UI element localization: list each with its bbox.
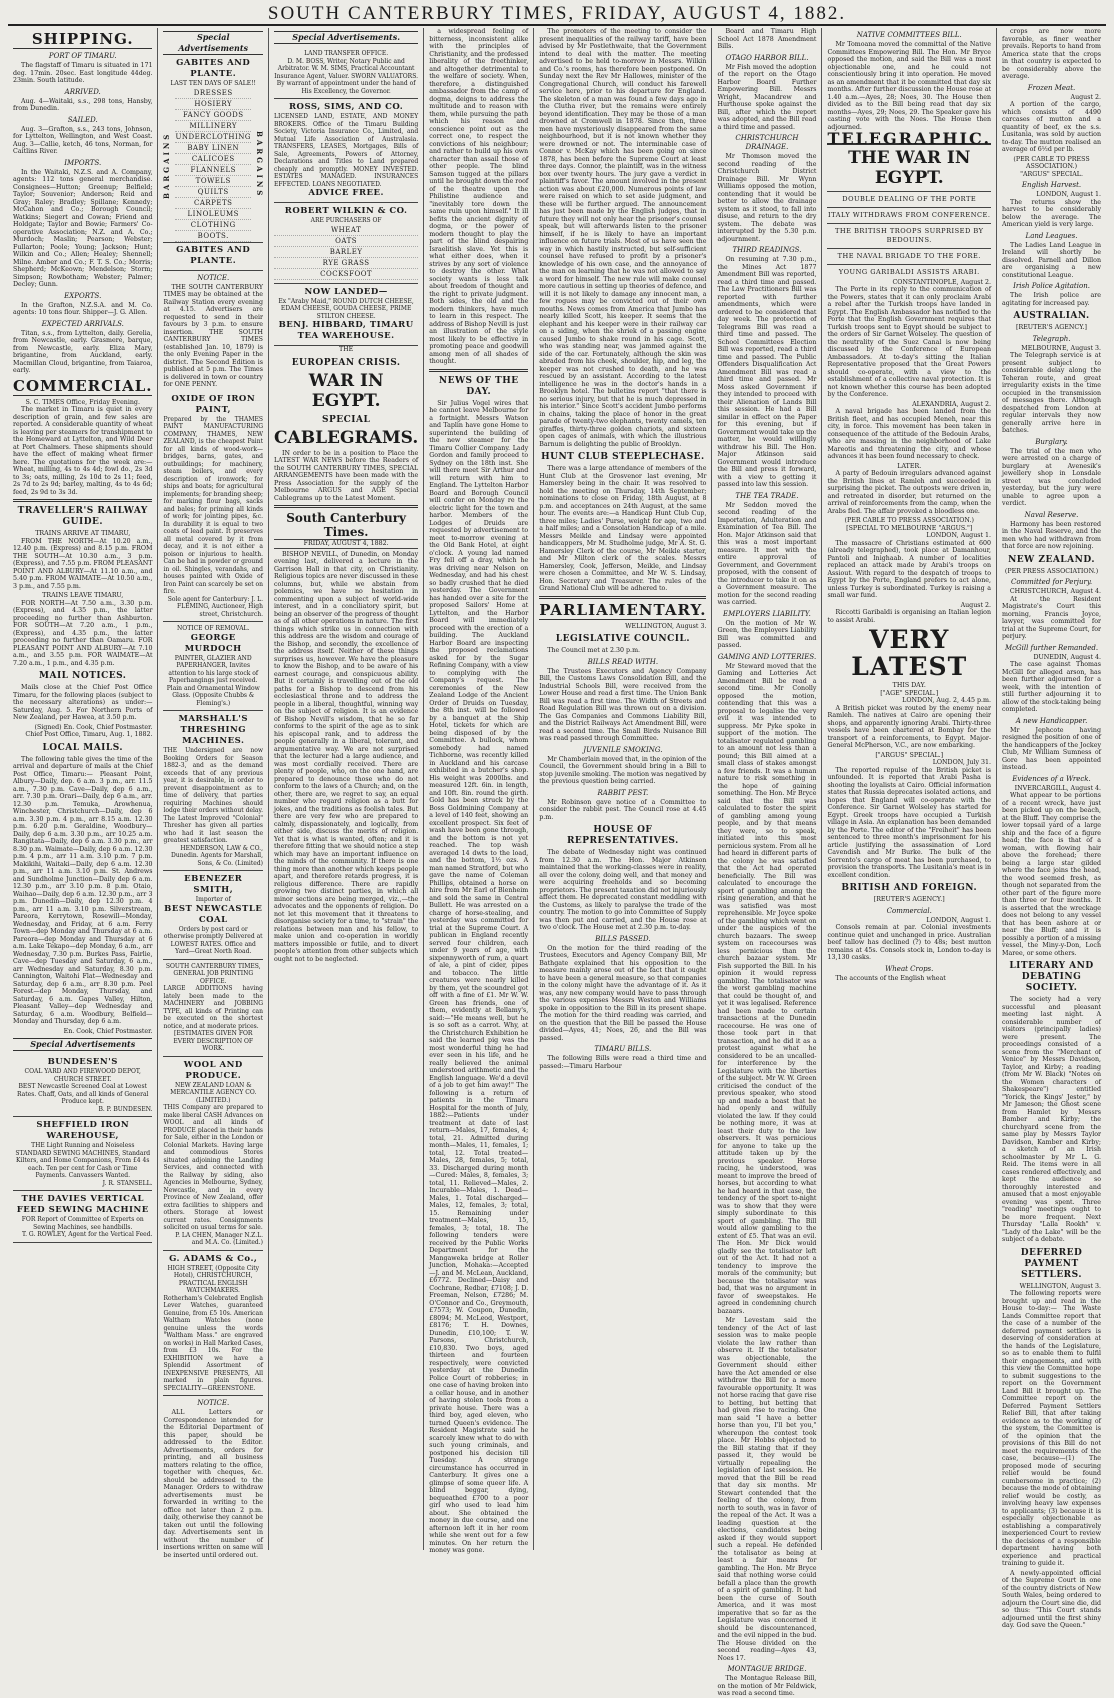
const-date: CONSTANTINOPLE, August 2.	[892, 278, 992, 286]
expected-text: Titan, s.s., from Lyttelton, daily. Gerelia, from Newcastle, early. Grasmere, barque, from Newcastle, early. Eliza Mary, brigantine, from Auckland, early. Macmillan Cloud, brigantine, from Taiaroa, early.	[13, 329, 153, 374]
lit-title: LITERARY AND DEBATING SOCIETY.	[1009, 961, 1094, 993]
arrived-text: Aug. 4—Waitaki, s.s., 298 tons, Hansby, from Dunedin.	[13, 97, 153, 112]
murdoch-head: GEORGE MURDOCH	[184, 632, 242, 654]
parl-date: WELLINGTON, August 3.	[625, 622, 707, 630]
bridge-head: MONTAGUE BRIDGE.	[727, 1665, 807, 1673]
league-head: Land Leagues.	[1025, 231, 1078, 240]
sheffield-text: THE Light Running and Noiseless STANDARD SEWING MACHINES, Standard Kilters, and Home Companions, From £4 4s each. Ten per cent for Cash or Time Payments. Canvassers Wanted.	[15, 1142, 151, 1179]
ross-text: LICENSED LAND, ESTATE, AND MONEY BROKERS. Office of the Timaru Building Society, Victoria Insurance Co., Limited, and Mutual Life Association of Australasia. TRANSFERS, LEASES, Mortgages, Bills of Sale, Agreements, Powers of Attorney, Declarations and Titles to Land prepared cheaply and promptly. MONEY INVESTED. ESTATES MANAGED. INSURANCES EFFECTED. LOANS NEGOTIATED.	[274, 113, 419, 188]
commercial-title: COMMERCIAL.	[13, 376, 153, 395]
adams-ad	[163, 1251, 263, 1397]
commercial-text: The market in Timaru is quiet in every description of grain, and few sales are reported. A considerable quantity of wheat is leaving per steamers for transhipment to the Homeward at Lyttelton, and Wild Deer at Port Chalmers. These shipments should have the effect of making wheat firmer here. The quotations for the week are:—Wheat, milling, 4s to 4s 4d; fowl do., 2s 3d to 3s; oats, milling, 2s 10d to 2s 11; feed, 2s 7d to 2s 9d; barley, malting, 4s to 4s 6d; feed, 2s 9d to 3s 3d.	[13, 406, 153, 496]
land-ad	[274, 47, 418, 99]
divider	[274, 505, 418, 508]
column-6	[712, 28, 822, 1697]
otago-text: Mr Fish moved the adoption of the report on the Otago Harbor Board Further Empowering Bill. Messrs Wright, Macandrew and Hurthouse spoke against the Bill, after which the report was adopted, and the Bill read a third time and passed.	[717, 63, 817, 131]
gabites-item: FLANNELS	[175, 165, 251, 176]
commercial-sub: S. C. TIMES Office, Friday Evening.	[25, 398, 140, 406]
wilkin-item: OATS	[274, 236, 418, 247]
handicap-head: A new Handicapper.	[1015, 716, 1088, 725]
davies-ad	[13, 1191, 152, 1243]
marshall-text: THE Undersigned are now Booking Orders for Season 1882-3, and as the demand exceeds that of any previous year, it is desirable, in order to prevent disappointment as to time of delivery, that parties requiring Machines should lodge their orders without delay. The Latest Improved "Colonial" Thresher has given all parties who had it last season the greatest satisfaction.	[163, 747, 263, 844]
news-text: Sir Julius Vogel wires that he cannot leave Melbourne for a fortnight. Messrs Watson and Taplin have gone Home to superintend the building of the new steamer for the Timaru Collier Company. Lady Gordon and family proceed to Sydney on the 18th inst. She will there meet Sir Arthur and will return with him to England. The Lyttelton Harbor Board and Borough Council will confer on Monday re the electric light for the town and harbor. Members of the Lodges of Druids are requested by advertisement to meet to-morrow evening at the Old Bank Hotel, at eight o'clock. A young lad named Fry fell off a dray, which he was driving near Nelson on Wednesday, and had his chest so badly crushed that he died yesterday. The Government has handed over a site for the proposed Sailors' Home at Lyttelton, and the Harbor Board will immediately proceed with the erection of a building. The Auckland Harbor Board are inspecting the proposed reclamations asked for by the Sugar Refining Company, with a view to complying with the Company's request. The ceremonies of the New Zealand Lodge of the Ancient Order of Druids on Tuesday, the 8th inst. will be followed by a banquet at the Ship Hotel, tickets for which are being disposed of by the Committee. A bullock, whom somebody had named Tichborne, was recently killed in Auckland and his carcase exhibited in a butcher's shop. His weight was 2000lbs. and measured 12ft. 6in. in length, and 10ft. 8in. round the girth. Gold has been struck by the Boss Goldmining Company at a level of 140 feet, showing an excellent prospect. Six feet of wash have been gone through, and the bottom is not yet reached. The top wash averaged 14 dwts to the load, and the bottom, 1½ ozs. A man named Stratford, but who gave the name of Coleman Phillips, obtained a horse on hire from Mr Earl of Blenheim and sold the same in Central Bullett. He was arrested on a charge of horse-stealing, and yesterday was committed for trial at the Supreme Court. A publican in England recently served four children, each under 9 years of age, with sixpennyworth of rum, a quart of ale, a pint of cider, pipes and tobacco. The little creatures were nearly killed by them, yet the scoundrel got off with a fine of £1. Mr W. W. Green has friends, one of them, evidently at Bellamy's, said:—"He means well, but he is so soft as a carrot. Why, at the Christchurch Exhibition he said the learned pig was the most wonderful thing he had ever seen in his life, and he really believed the animal understood arithmetic and the English language. We'd a devil of a job to get him away!" The following is a return of patients in the Timaru Hospital for the month of July, 1882:—Patients under treatment at date of last return—Males, 17, females, 4; total, 21. Admitted during month—Males, 11, females, 1; total, 12. Total treated—Males, 28, females, 5; total, 33. Discharged during month—Cured: Males, 8, females, 3; total, 11. Relieved—Males, 2. Incurable—Males, 1. Dead—Males, 1. Total discharged—Males, 12, females, 3; total, 15. Remaining under treatment—Males, 15, females, 3; total, 18. The following tenders were received by the Public Works Department for the Mangaweka bridge at Roller Junction, Mohaka:—Accepted—J. and M. McLean, Auckland, £6772. Declined—Daisy and Cochrane, Redbar, £7108; J. D. Freeman, Nelson, £7286; M. O'Connor and Co., Greymouth, £7573; W. Coupon, Dunedin, £8094; M. McLeod, Westport, £8176; T. H. Downes, Dunedin, £10,100; T. W. Parsons, Christchurch, £10,830. Two boys, aged thirteen and fourteen respectively, were convicted yesterday at the Dunedin Police Court of robberies; in one case of having broken into a cellar house, and in another of having stolen tools from a private house. There was a third boy, aged eleven, who turned Queen's evidence. The Resident Magistrate said he scarcely knew what to do with such young criminals, and postponed his decision till Tuesday. A strange circumstance has occurred in Canterbury. It gives one a glimpse of some queer life. A blind beggar, dying, bequeathed £700 to a poor girl who used to lead him about. She obtained the money in due course, and one afternoon left it in her room while she went out for a few minutes. On her return the money was gone.	[429, 399, 529, 1554]
local-title: LOCAL MAILS.	[42, 742, 124, 753]
cablegrams-title: CABLEGRAMS.	[274, 427, 419, 448]
burglary-text: The trial of the men who were arrested on a charge of burglary at Avenesik's jewellery shop in Lonsdale street was concluded yesterday, but the jury were unable to agree upon a verdict.	[1002, 447, 1102, 507]
mcgill-text: The case against Thomas McGill for alleged arson, has been further adjourned for a week, with the intention of still further adjourning it to allow of the stock-taking being completed.	[1002, 661, 1102, 713]
sailed-text: Aug. 3—Grafton, s.s., 243 tons, Johnson, for Lyttelton, Wellington, and West Coast. Aug. 3—Callie, ketch, 46 tons, Norman, for Caitlins River.	[13, 125, 153, 155]
gaming-text: Mr Steward moved that the Gaming and Lotteries Act Amendment Bill be read a second time. Mr Conolly opposed the motion, contending that this was a proposal to legalise the very evil it was intended to suppress. Mr Pyke spoke in support of the motion. The totalisator regulated gambling to an amount not less than a pound; this Bill aimed at a small class of stakes amongst a few friends. It was a human nature to risk something in the hope of gaining something. The Hon. Mr Bryce said that the Bill was calculated to foster the spirit of gambling among young people, and by that means they were, so to speak, initiated into this most pernicious system. From all he had heard in different parts of the colony he was satisfied that the Act had operated beneficially. The Bill was calculated to encourage the sport of gambling among the rising generation, and that he was satisfied was most reprehensible. Mr Joyce spoke of the gambling which went on under the auspices of the church bazaars. The sweep system on racecourses was less pernicious than the church bazaar system. Mr Fish supported the Bill. In his opinion it would repress gambling. The totalisator was the worst gambling machine that could be thought of, and yet it was legalised. Reference had been made to certain transactions at the Dunedin racecourse. He was one of those took part in that transaction, and he did it as a protest against what he considered to be an uncalled-for interference by the Legislature with the liberties of the subject. Mr W. W. Green criticised the conduct of the previous speaker, who stood up and made a boast that he had openly and wilfully violated the law. If they could be nothing more, it was at least their duty to the law observers. It was pernicious for anyone to take up the attitude taken up by the previous speaker. Horse racing, he understood, was meant to improve the breed of horses, but according to what he had heard in that case, the tendency of the sport to-night was to show that they were simply subordinate to this sport of gambling. The Bill would allow gambling to the extent of £5. That was an evil. The Hon. Mr Dick would gladly see the totalisator left out of the Act. It had not a tendency to improve the morals of the community; but because the totalisator was bad, that was no argument in favor of sweepstakes. He agreed in condemning church bazaars.	[717, 662, 817, 1315]
otago-head: OTAGO HARBOR BILL.	[725, 53, 809, 62]
divider	[827, 223, 991, 224]
employers-head: EMPLOYERS LIABILITY.	[723, 609, 811, 618]
aug2-date: August 2.	[960, 601, 992, 609]
gabites-head: GABITES AND PLANTE.	[176, 58, 251, 79]
column-4	[424, 28, 534, 1554]
gabites-item: FANCY GOODS	[175, 110, 251, 121]
london2-date: LONDON, Aug. 2, 4.45 p.m.	[902, 697, 992, 704]
parl-title: PARLIAMENTARY.	[539, 600, 707, 619]
railway-sub: TRAINS ARRIVE AT TIMARU,	[35, 530, 131, 537]
job-small: [ESTIMATES GIVEN FOR EVERY DESCRIPTION OF WORK.	[173, 1030, 254, 1052]
cable-text: IN order to be in a position to Place the LATEST WAR NEWS before the Readers of the SOUTH CANTERBURY TIMES, SPECIAL ARRANGEMENTS have been made with the Press Association for the supply of the Melbourne ARGUS and AGE Special Cablegrams up to the Latest Moment.	[274, 449, 419, 502]
paper-date: FRIDAY, AUGUST 4, 1882.	[274, 539, 418, 549]
bargains-right: BARGAINS	[255, 130, 264, 199]
land-text: D. M. BOSS, Writer, Notary Public and Arbitrator. W. M. SIMS, Practical Accountant Insurance Agent, Valuer. SWORN VALUATORS. By warrant of appointment under the hand of His Excellency, the Governor.	[274, 57, 418, 95]
shipping-title: SHIPPING.	[13, 31, 152, 49]
bargains-left: BARGAINS	[162, 130, 172, 199]
the-label: THE	[338, 346, 354, 353]
london2-text: A British picket was routed by the enemy near Ramleh. The natives at Cairo are opening their shops, and apparently ignoring Arabi. Thirty-three vessels have been chartered at Bombay for the transport of a reinforcements, to Egypt. Major-General McPherson, V.C., are now embarking.	[827, 704, 992, 749]
wreck-head: Evidences of a Wreck.	[1012, 774, 1091, 783]
wilkin-ad	[274, 203, 418, 284]
mcgill-head: McGill further Remanded.	[1004, 643, 1099, 652]
argus-special: ["ARGUS" SPECIAL.]	[875, 751, 944, 759]
london-date: LONDON, August 1.	[926, 532, 992, 539]
nz-sub: (PER PRESS ASSOCIATION.)	[1004, 567, 1099, 575]
local-text: The following table gives the time of the arrival and departure of mails at the Chief Post Office, Timaru:— Pleasant Point, Albury—Daily, dep. 6 a.m. 3 p.m., arr. 11.5 a.m., 7.30 p.m. Cave—Daily, dep 6 a.m., arr. 7.30 p.m. Orari—Daily, dep 6 a.m., arr. 12.30 p.m. Temuka, Arowhenua, Winchester, Christchurch—Daily, dep 6 a.m. 3.30 p.m. 4 p.m., arr 8.15 a.m. 12.30 p.m. 6.20 p.m. Geraldine, Woodbury—Daily, dep 6 a.m. 3.30 p.m., arr 10.25 a.m. Rangitata—Daily, dep 6 a.m. 3.30 p.m., arr 8.30 p.m. Waimate—Daily, dep 6 a.m. 12.30 p.m. 4 p.m., arr 11 a.m. 3.10 p.m. 7 p.m. Makikihi, Waitaki—Daily, dep 6 a.m. 12.30 p.m., arr 11 a.m. 3.10 p.m. St. Andrews and Sundholme Junction—Daily dep 6 a.m. 12.30 p.m., arr 3.10 p.m. 8 p.m. Otaio, Waihao—Daily, dep 6 a.m. 12.30 p.m., arr 3 p.m. Dunedin—Daily, dep 12.30 p.m. 4 p.m., arr 11 a.m. 3.10 p.m. Silverstream, Pareora, Kerrytown, Rosewill—Monday, Wednesday, and Friday, at 6 a.m. Ferry Town—dep Monday and Thursday at 6 a.m. Pareora—dep Monday and Thursday at 6 a.m. Lake Tekapo—dep Monday, 6 a.m., arr Wednesday, 7.30 p.m. Burkes Pass, Fairlie, Cave—dep Tuesday and Saturday, 6 a.m., arr Wednesday and Saturday, 8.30 p.m. Cannington, Waitohi Flat—Wednesday and Saturday, dep 6 a.m., arr 8.30 p.m. Peel Forest—dep Monday, Thursday, and Saturday, 6 a.m. Gapes Valley, Hilton, Pleasant Valley—dep Wednesday and Saturday, 6 a.m. Woodbury, Belfield—Monday and Thursday, dep 6 a.m.	[13, 755, 153, 1025]
juvenile-text: Mr Chamberlain moved that, in the opinion of the Council, the Government should bring in a Bill to stop juvenile smoking. The motion was negatived by the previous question being carried.	[539, 755, 707, 785]
london4-text: Consols remain at par. Colonial investments continue quiet and unchanged in price. Australian beef tallow has declined (?) to 48s; best mutton remains at 45s. Consols stock in, London to-day is 13,130 casks.	[827, 924, 992, 961]
col6-text2: Mr Levestam said the tendency of the Act of last session was to make people violate the law rather than observe it. If the totalisator was objectionable, the Government should either have the Act amended or else withdraw the Bill for a more favourable opportunity. It was not horse racing that gave rise to betting, but betting that had given rise to racing. One man said "I have a better horse than you, I'll bet you," whereupon the contest took place. Mr Hobbs objected to the Bill stating that if they passed it, they would be virtually repealing the legislation of last session. He moved that the Bill be read that day six months. Mr Stewart contended that the feeling of the colony, from north to south, was in favor of the repeal of the Act. It was a leading question at the elections, candidates being asked if they would support such a repeal. He defended the totalisator as being at least a fair means for gambling. The Hon. Mr Bryce said that nothing worse could befall a place than the growth of a spirit of gambling. It had been the curse of South America, and it was most imperative that so far as the Legislature was concerned it should be discountenanced, and the evil nipped in the bud. The House divided on the second reading—Ayes 43, Noes 17.	[717, 1317, 817, 1662]
wreck-text: What appear to be portions of a recent wreck, have just been picked up on the beach, at the Bluff. They comprise the lower topsail yard of a large ship and the face of a figure head; the face is that of a woman, with flowing hair above the forehead; there being a large star gilded where the face joins the head, the wood seemed fresh, as though not separated from the other part of the figure more than three or four months. It is asserted that the wreckage does not belong to any vessel that has been ashore at or near the Bluff; and it is possibly a portion of a missing vessel, the Miny-y-Don, Loch Maree, or some others.	[1002, 792, 1102, 957]
frozen-date: August 2.	[1070, 93, 1102, 101]
leader-text: BISHOP NEVILL, of Dunedin, on Monday evening last, delivered a lecture in the Garrison Hall in that city, on Christianity. Religious topics are never discussed in these columns, but, while we abstain from polemics, we have no hesitation in commenting upon a subject of world-wide interest, and in a conciliatory spirit, but being an observer of the progress of thought as of all other operations in nature. The first things which strike us in connection with this address are the wisdom and courage of the Bishop, and secondly, the excellence of the address itself. Neither of these things surprises us, however. We have the pleasure to know the Bishop, and to be aware of his earnest courage, and conspicuous ability. But it certainly is travelling out of the old paths for a Bishop to descend from his ecclesiastical throne and to address the people in a liberal, thoughtful, winning way on the subject of religion. It is an evidence of Bishop Nevill's wisdom, that he so far conforms to the spirit of the age as to sink his episcopal rank, and to address the people generally in a liberal, tolerant, and argumentative way. We are not surprised that the lecturer had a large audience, and was most cordially received. There are plenty of people, who, on the one hand, are prepared to denounce those who do not conform to the laws of a Church; and, on the other, there are, we regret to say, an equal number who regard religion as a butt for jokes, and the traditions as foolish tales. But there are very few who are prepared to calmly, dispassionately, and logically, from either side, discuss the merits of religion. Yet that is what is wanted, often; and it is therefore fitting that we should notice a step which may have an important influence on the minds of the community. If there is one thing more than another which keeps people apart, and therefore retards progress, it is religious difference. There are rapidly growing two distinct parties, in which all minor sections are being merged, viz.,—the advocates and the opponents of religion. Do not let this movement that it threatens to disorganise society for a time, to "strain" the relations between man and his fellow, to make union and co-operation in worldly matters impossible or futile, and to divert people's attention from other subjects which ought not to be neglected.	[274, 550, 419, 963]
native-head: NATIVE COMMITTEES BILL.	[856, 31, 962, 39]
juvenile-head: JUVENILE SMOKING.	[583, 745, 663, 754]
mcgill-date: DUNEDIN, August 4.	[1033, 653, 1102, 661]
gabites-item: CALICOES	[175, 154, 251, 165]
deferred-title: DEFERRED PAYMENT SETTLERS.	[1020, 1247, 1083, 1280]
special-label: SPECIAL	[321, 414, 371, 425]
mail-text: Mails close at the Chief Post Office Timaru, for the following places (subject to the necessary alterations) as under:—Saturday, Aug. 5. For Northern Ports of New Zealand, per Hawea, at 3.50 p.m.	[13, 684, 153, 721]
special-ads-banner: Special Advertisements	[163, 31, 263, 55]
mail-sign: (Signed) En. Cook, Chief Postmaster. Chief Post Office, Timaru, Aug. 1, 1882.	[25, 723, 153, 738]
drainage-head: CHRISTCHURCH DRAINAGE.	[735, 134, 799, 151]
notice2-text: ALL Letters or Correspondence intended for the Editorial Department of this paper, should be addressed to the Editor. Advertisements, orders for printing, and all business matters relating to the office, together with cheques, &c. should be addressed to the Manager. Orders to withdraw advertisements must be forwarded in writing to the office not later than 2 p.m. daily, otherwise they cannot be taken out until the following day. Advertisements sent in without the number of insertions written on same will be inserted until ordered out.	[163, 1409, 263, 1559]
tele-head: Telegraph.	[1032, 334, 1071, 343]
wool-ad	[163, 1057, 263, 1251]
wheat-text: The accounts of the English wheat	[835, 974, 946, 982]
gabites-item: MILLINERY	[175, 121, 251, 132]
council-text: The Council met at 2.30 p.m.	[547, 647, 641, 654]
third-text: On resuming at 7.30 p.m., the Mines Act 1877 Amendment Bill was reported, read a third time and passed. The Law Practitioners Bill was reported with further amendments, which were ordered to be considered that day week. The protection of Telegrams Bill was read a third time and passed. The School Committees Election Bill was reported, read a third time and passed. The Public Offenders Disqualification Act Amendment Bill was read a third time and passed. Mr Moss asked Government if they intended to proceed with their Alienation of Lands Bill this session. He had a Bill similar in effect on the Paper for this evening, but if Government would take up the matter, he would willingly withdraw his Bill. The Hon. Major Atkinson said Government would introduce the Bill and press it forward, with a view to getting it passed into law this session.	[717, 256, 817, 488]
tea-head: THE TEA TRADE.	[735, 491, 799, 500]
telegraphic-title: TELEGRAPHIC.	[827, 129, 992, 148]
per-cable: (PER CABLE TO PRESS ASSOCIATION.)	[844, 517, 974, 524]
sheffield-sign: J. R. STANSELL.	[102, 1179, 153, 1187]
davies-head: THE DAVIES VERTICAL FEED SEWING MACHINE	[16, 1194, 149, 1215]
landed-sign: BENJ. HIBBARD, TIMARU TEA WAREHOUSE.	[278, 320, 414, 341]
notice2-head: NOTICE.	[197, 1399, 230, 1407]
gabites-item: BABY LINEN	[175, 143, 251, 154]
aus-title: AUSTRALIAN.	[1013, 311, 1090, 321]
col6-text1: Board and Timaru High School Act 1878 Amendment Bills.	[717, 28, 817, 50]
sheffield-ad	[13, 1117, 152, 1191]
masthead: SOUTH CANTERBURY TIMES, FRIDAY, AUGUST 4, 1882.	[8, 4, 1106, 26]
employers-text: On the motion of Mr W. Green, the Employers Liability Bill was committed and passed.	[717, 619, 817, 649]
age-special: ["AGE" SPECIAL.]	[880, 689, 939, 697]
house-text: The debate of Wednesday night was continued from 12.30 a.m. The Hon. Major Atkinson maintained that the working-classes were in reality, all over the colony, doing well, and that money and were acquiring freeholds and so becoming proprietors. The present taxation did not injuriously affect them. He deprecated constant meddling with the Customs, as likely to paralyse the trade of the country. The motion to go into Committee of Supply was then put and carried, and the House rose at two o'clock. The House met at 2.30 p.m. to-day.	[539, 849, 707, 931]
gabites-item: CLOTHING	[175, 220, 251, 231]
col8-text1: crops are now more favorable, as finer weather prevails. Reports to hand from America state that the crops in that country is expected to be considerably above the average.	[1002, 28, 1102, 80]
leave-text: FOR NORTH—At 7.50 a.m., 3.30 p.m. (Express), and 4.35 p.m., the latter proceeding no further than Ashburton. FOR SOUTH—At 7.20 a.m., 1 p.m., (Express), and 4.35 p.m., the latter proceeding no further than Oamaru. FOR PLEASANT POINT AND ALBURY—At 7.10 a.m., and 3.55 p.m. FOR WAIMATE—At 7.20 a.m., 1 p.m., and 4.35 p.m.	[13, 599, 153, 667]
special-ads-banner: Special Advertisements.	[274, 31, 418, 44]
very-latest-title: VERY LATEST	[851, 625, 968, 681]
exports-text: In the Grafton, N.Z.S.A. and M. Co. agents: 10 tons flour. Shipper—J. G. Allen.	[13, 301, 153, 316]
later-text: A party of Bedouin irregulars advanced against the British lines at Ramleh and succeeded in surprising the picket. The outposts were driven in, and retreated in disorder, but returned on the arrival of reinforcements from the camp, when the Arabs fled. The affair provoked a bloodless one.	[827, 470, 992, 515]
nz-title: NEW ZEALAND.	[1008, 554, 1095, 565]
native-text: Mr Tomoana moved the committal of the Native Committees Empowering Bill. The Hon. Mr Bryce opposed the motion, and said the Bill was a most objectionable one, and he could not conscientiously bring it into operation. He moved as an amendment that it be committed that day six months. After further discussion the House rose at 1.40 a.m.—Ayes, 28; Noes, 30. The House then divided as to the Bill being read that day six months—Ayes, 29; Noes, 29. The Speaker gave his casting vote with the Noes. The House then adjourned.	[827, 41, 992, 131]
special-ads-banner: Special Advertisements	[13, 1038, 152, 1051]
bills-text: The Trustees Executors and Agency Company Bill, the Customs Laws Consolidation Bill, and the Industrial Schools Bill, were received from the Lower House and read a first time. The Union Bank Bill was read a first time. The Width of Streets and Road Regulation Bill was thrown out on a division. The Gas Companies and Commons Liability Bill, and the District Railways Act Amendment Bill, were read a second time. The Small Birds Nuisance Bill was read passed through Committee.	[539, 667, 707, 742]
wreck-date: INVERCARGILL, August 4.	[1014, 784, 1102, 792]
deferred-date: WELLINGTON, August 3.	[1019, 1282, 1102, 1290]
timaru-text: The following Bills were read a third time and passed:—Timaru Harbour	[539, 1055, 707, 1070]
gabites-item: CARPETS	[175, 198, 251, 209]
ross-head: ROSS, SIMS, AND CO.	[288, 102, 404, 112]
imports-text: In the Waitaki, N.Z.S. and A. Company, agents: 112 tons general merchandise. Consignees—Hutton; Greenup; Belfield; Taylor; Souvenior; Anderson; Reid and Gray; Raley; Bradley; Spillane; Kennedy; McCahon and Co.; Borough Council; Watkins; Siegert and Cowan; Friend and Holdgate; Taylor and Bowie; Farmers' Co-operative Association; N.Z. and A. Co.; Murdoch; Maslin; Pearson; Webster; Fullarton; Poole; Young; Jackson; Hunt; Wilkin and Co.; Allen; Healey; Shennell; Milne. Amber and Co.; F. T. S. Co.; Morris; Shepherd; McKeown; Mendelson; Storm; Simpson; Rowbotham; Webster; Palmer; Decley; Gunn.	[13, 168, 153, 288]
irish-head: Irish Police Agitation.	[1013, 282, 1090, 290]
league-text: The Ladies Land League in Ireland will shortly be dissolved. Parnell and Dillon are organising a new constitutional League.	[1002, 241, 1102, 279]
this-day: THIS DAY.	[892, 682, 926, 689]
wool-sub: NEW ZEALAND LOAN & MERCANTILE AGENCY CO. (LIMITED.)	[170, 1081, 257, 1104]
adams-text: Rotherham's Celebrated English Lever Watches, guaranteed Genuine, from £5 10s. American Waltham Watches (none genuine unless the words "Waltham Mass." are engraved on works) in Hall Marked Cases, from £3 10s. For the EXHIBITION we have a Splendid Assortment of INEXPENSIVE PRESENTS, All marked in plain figures. SPECIALITY—GREENSTONE.	[163, 1294, 263, 1392]
lit-text: The society had a very successful and pleasant meeting last night. A considerable number of visitors (principally ladies) were present. The proceedings consisted of a scene from the "Merchant of Venice" by Messrs Davidson, Taylor, and Kirby; a reading (from Mr W. Black) "Notes on the Women characters of Shakespeare") entitled "Yorick, the Kings' Jester," by Mr Jameson; the Ghost scene from Hamlet by Messrs Bamber and Kirby; the churchyard scene from the same play by Messrs Taylor Davidson, Kamber and Kirby; a sketch of an Irish schoolmaster by Mr L. G. Reid. The items were in all cases rendered effectively, and kept the audience so thoroughly interested and amused that a most enjoyable evening was spent. Three "reading" meetings ought to be more frequent. Next Thursday "Lalla Rookh" v. "Lady of the Lake" will be the subject of a debate.	[1002, 996, 1102, 1243]
gabites-items	[175, 88, 251, 242]
column-3	[269, 28, 424, 1550]
bundesen-head: BUNDESEN'S	[47, 1057, 118, 1067]
frozen-head: Frozen Meat.	[1027, 83, 1076, 92]
london-text: The massacre of Christians estimated at 600 (already telegraphed), took place at Damanhour, Pantoli and Inighaab. A number of localities replaced an attack made by Arabi's troops on Assiout. With regard to the despatch of troops to Egypt by the Porte, England prefers to act alone, unless Turkey is subordinated. Turkey is raising a small war fund.	[827, 539, 992, 599]
naval-text: Harmony has been restored in the Naval Reserve, and the men who had withdrawn from that force are now rejoining.	[1002, 520, 1102, 550]
smith-text: BEST NEWCASTLE COAL	[164, 903, 263, 925]
hunt-title: HUNT CLUB STEEPLECHASE.	[541, 452, 705, 462]
port-head: PORT OF TIMARU.	[48, 52, 117, 60]
oxide-sign: Sole agent for Canterbury: J. L. FLEMING, Auctioneer, High street, Christchurch.	[167, 595, 263, 618]
drainage-text: Mr Thomson moved the second reading of the Christchurch District Drainage Bill. Mr Wynn Williams opposed the motion, contending that it would be better to allow the drainage system as it stood, to fall into disuse, and return to the dry system. The debate was interrupted by the 5.30 p.m. adjournment.	[717, 153, 817, 243]
landed-text: Ex "Araby Maid," ROUND DUTCH CHEESE, EDAM CHEESE, GOUDA CHEESE, PRIME STILTON CHEESE.	[278, 297, 414, 320]
war-title: WAR IN EGYPT.	[308, 370, 384, 411]
bundesen-ad	[13, 1054, 152, 1117]
marshall-head: MARSHALL'S THRESHING MACHINES.	[178, 714, 248, 746]
job-text: LARGE ADDITIONS having lately been made to the MACHINERY and JOBBING TYPE, all kinds of Printing can be executed on the shortest notice, and at moderate prices.	[163, 985, 263, 1030]
alex-text: A naval brigade has been landed from the British fleet, and has occupied Meneh, near this city, in force. This movement has been taken in consequence of the attitude of the Bedouin Arabs, who are massing in the neighborhood of Lake Mareotis and threatening the city, and whose advances it has been found necessary to check.	[827, 408, 992, 460]
alex-date: ALEXANDRIA, August 2.	[912, 400, 992, 408]
divider	[429, 369, 528, 372]
ross-ad	[274, 99, 418, 203]
wilkin-sub: ARE PURCHASERS OF	[310, 217, 382, 224]
tele-date: MELBOURNE, August 3.	[1021, 344, 1102, 352]
bills2-text: On the motion for the third reading of the Trustees, Executors and Agency Company Bill, Mr Bathgate explained that his opposition to the measure mainly arose out of the fact that it ought to have been a general measure, so that companies in the colony might have the advantage of it. As it was, any new company would have to pass through the various expenses Messrs Weston and Williams spoke in opposition to the Bill in its present shape. The motion for the third reading was carried, and on the question that the Bill be passed the House divided—Ayes, 41; Noes, 26, and the Bill was passed.	[539, 944, 707, 1042]
expected-head: EXPECTED ARRIVALS.	[41, 319, 124, 328]
sailed-head: SAILED.	[67, 115, 98, 124]
murdoch-ad	[163, 622, 263, 711]
garibaldi-head: YOUNG GARIBALDI ASSISTS ARABI.	[838, 267, 980, 276]
news-text-2: The promoters of the meeting to consider the present inequalities of the railway tariff, have been advised by Mr Postlethwaite, that the Government intend to deal with the matter. The meeting advertised to be held to-morrow in Messrs. Wilkin and Co.'s rooms, has therefore been postponed. On Sunday next the Rev Mr Hallowes, minister of the Congregational Church, will conduct his farewell service here, prior to his departure for England. The skeleton of a man was found a few days ago in the Clutha river, but the remains were entirely beyond identification. They may be those of a man drowned at Cromwell in 1878. Since then, three men have mysteriously disappeared from the same neighbourhood, but it is not known whether they were drowned or not. The interminable case of Connor v. McKay which has been going on since 1878, has been before the Supreme Court at least three days. Connor, the plaintiff, was in the witness box over twenty hours. The jury gave a verdict in plaintiff's favor. The amount involved in the present action was about £20,000. Numerous points of law were raised on which to set aside judgment, and these will be further argued. The announcement has just been made by the English judges, that in future they will not only hear the prisoner's counsel speak, but will afterwards listen to the prisoner himself, if he is likely to have an important influence on future trials. Most of us have seen the way in which hastily instructed, but self-sufficient counsel have refused to profit by a prisoner's knowledge of his own case, and the annoyance of the man on learning that he was not allowed to say a word for himself. The new rule will make counsel more cautious in setting up theories of defence, and will it is not likely to damage any innocent man, a few rogues may be convicted out of their own mouths. News comes from America that Jumbo has nearly killed Scott, his keeper. It seems that the elephant and his keeper were in their railway car on a siding, when the shriek of a passing engine caused Jumbo to shake round in his cage. Scott, who was standing near, was jammed against the side of the car. Fortunately, although the skin was abraded from his cheek, shoulder, hip, and leg, the keeper was not crushed to death, and he was rescued by an assistant. According to the latest intelligence he was in the doctor's hands in a Brooklyn hotel. The bulletins report "that there is no serious injury, but that he is much depressed in his interior." Since Scott's accident Jumbo performs in chains, taking the place of honor in the great parade of twenty-two elephants, twenty camels, ten giraffes, thirty-three golden chariots, and sixteen open cages of animals, with which the illustrious Barnum is delighting the public of Brooklyn.	[539, 28, 707, 448]
house-title: HOUSE OF REPRESENTATIVES.	[566, 825, 679, 846]
gabites-item: BOOTS.	[175, 231, 251, 242]
divider	[827, 191, 991, 192]
smith-head: EBENEZER SMITH,	[184, 874, 243, 895]
wilkin-head: ROBERT WILKIN & CO.	[284, 206, 408, 216]
landed-head: NOW LANDED—	[304, 286, 388, 297]
divider	[827, 248, 991, 249]
railway-text: FROM THE NORTH—At 10.20 a.m., 12.40 p.m. (Express) and 8.15 p.m. FROM THE SOUTH—At 10.30 a.m., 3 p.m. (Express), and 7.55 p.m. FROM PLEASANT POINT AND ALBURY—At 11.10 a.m., and 5.40 p.m. FROM WAIMATE—At 10.50 a.m., 3 p.m., and 7.55 p.m.	[13, 537, 153, 590]
double-dealing: DOUBLE DEALING OF THE PORTE	[842, 194, 977, 203]
war-in-egypt: THE WAR IN EGYPT.	[848, 147, 971, 188]
perjury-date: CHRISTCHURCH, August 4.	[1009, 588, 1102, 595]
columns	[8, 28, 1106, 1697]
const-text: The Porte in its reply to the communication of the Powers, states that it can only proclaim Arabi a rebel after the Turkish troops have landed in Egypt. The English Ambassador has notified to the Porte that the English Government requires that Turkish troops sent to Egypt should be subject to the orders of Sir Garnet Wolseley. The question of the neutrality of the Suez Canal is now being discussed by the Conference of European Ambassadors. At to-day's sitting the Italian Representative proposed that the Great Powers should co-operate, with a view to the establishment of a collective naval protection. It is not known whether this course has been adopted by the Conference.	[827, 286, 992, 398]
harvest-date: LONDON, August 1.	[1036, 191, 1102, 198]
london4-date: LONDON, August 1.	[926, 916, 992, 924]
wilkin-item: BARLEY	[274, 247, 418, 258]
perjury-text: At the Resident Magistrate's Court this morning, Francis Joyce, lawyer, was committed for trial at the Supreme Court, for perjury.	[1002, 595, 1102, 640]
gabites-item: TOWELS	[175, 176, 251, 187]
gabites-item: QUILTS	[175, 187, 251, 198]
naval-brigade: THE NAVAL BRIGADE TO THE FORE.	[837, 251, 981, 260]
aus-reuter: [REUTER'S AGENCY.]	[1016, 324, 1088, 331]
notice-head: NOTICE.	[197, 273, 230, 282]
crisis-title: EUROPEAN CRISIS.	[291, 357, 401, 368]
sheffield-head: SHEFFIELD IRON WAREHOUSE,	[36, 1120, 130, 1141]
bridge-text: The Montague Release Bill, on the motion of Mr Feldwick, was read a second time.	[717, 1675, 817, 1697]
bundesen-text: BEST Newcastle Screened Coal at Lowest Rates. Chaff, Oats, and all kinds of General Produce kept.	[17, 1083, 149, 1105]
exports-head: EXPORTS.	[64, 291, 102, 300]
last-days: LAST TEN DAYS OF SALE!!	[170, 80, 256, 87]
wool-text: THIS Company are prepared to make liberal CASH Advances on WOOL and all kinds of PRODUCE placed in their hands for Sale, either in the London or Colonial Markets. Having large and commodious Stores situated adjoining the Landing Services, and connected with the Railway by siding, also Agencies in Melbourne, Sydney, Newcastle, and in every Province of New Zealand, offer extra facilities to shippers and others. Storage at lowest current rates. Consignments solicited on usual terms for sale.	[163, 1104, 263, 1231]
imports-head: IMPORTS.	[64, 158, 102, 167]
davies-sign: T. G. ROWLEY, Agent for the Vertical Feed.	[21, 1231, 153, 1238]
wool-head: WOOL AND PRODUCE.	[183, 1059, 243, 1081]
harvest-text: The returns show the harvest to be considerably below the average. The American yield is very large.	[1002, 198, 1102, 228]
special-to: [SPECIAL TO MELBOURNE "ARGUS."]	[846, 524, 973, 532]
troops-surprised: THE BRITISH TROOPS SURPRISED BY BEDOUINS.	[835, 226, 984, 244]
gabites-item: HOSIERY	[175, 99, 251, 110]
job-ad	[163, 960, 263, 1057]
reuter-label: [REUTER'S AGENCY.]	[873, 896, 945, 903]
land-head: LAND TRANSFER OFFICE.	[304, 50, 389, 57]
bundesen-sign: B. P. BUNDESEN.	[98, 1105, 153, 1113]
smith-sub: Importer of	[195, 896, 231, 903]
london3-text: The reported repulse of the British picket is unfounded. It is reported that Arabi Pasha is shooting the loyalists at Cairo. Official information states that Russia deprecates isolated actions, and hopes that England will co-operate with the Conference. Sir Garnet Wolseley has started for Egypt. Greek troops have occupied a Turkish village in Asia. An explanation has been demanded by the Porte. The editor of the "Freiheit" has been sentenced to three month's imprisonment for his article justifying the assassination of Lord Cavendish and Mr Burke. The bulk of the Sorrento's cargo of meat has been purchased, to provision the transports. The Lusitania's meat is in excellent condition.	[827, 766, 992, 879]
frozen-text: A portion of the cargo, which consists of 4490 carcases of mutton and a quantity of beef, ex the s.s. Lusitania, was sold by auction to-day. The mutton realised an average of 6½d per lb.	[1002, 101, 1102, 153]
leader-continued: a widespread feeling of bitterness, inconsistent alike with the principles of Christianity, and the professed liberality of the freethinker, and altogether detrimental to the welfare of society. When, therefore, a distinguished ambassador from the camp of dogma, deigns to address the multitude and to reason with them, while pursuing the path which his reason and conscience point out as the correct one, to respect the convictions of his neighbour; and rather to build up his own character than assail those of other people. The blind Samson tugged at the pillars until he brought down the roof of the theatre upon the Philistine audience and "inevitably tore down the same ruin upon himself." It ill befits the ancient dignity of dogma, or the power of modern thought to play the part of the blind despairing Israelitish slave. Yet this is what either does, when it strives by any sort of violence to destroy the other. What society wants is less talk about freedom of thought and the right to private judgment. Both sides, the old and the modern thinkers, have much to learn in this respect. The address of Bishop Nevill is just an illustration of the style most likely to be effective in promoting peace and goodwill among men of all shades of thought.	[429, 28, 529, 365]
ross-foot: ADVICE FREE.	[308, 188, 384, 198]
rabbit-head: RABBIT PEST.	[597, 788, 649, 797]
gabites-item: DRESSES	[175, 88, 251, 99]
column-5	[534, 28, 712, 1550]
london3-date: LONDON, July 31.	[932, 759, 992, 766]
gaming-head: GAMING AND LOTTERIES.	[717, 652, 817, 661]
handicap-text: Mr Jephcote having resigned the position of one of the handicappers of the Jockey Club, Mr William Sumness of Gore has been appointed instead.	[1002, 726, 1102, 771]
news-title: NEWS OF THE DAY.	[438, 375, 519, 397]
wilkin-item: RYE GRASS	[274, 258, 418, 269]
italy-withdraws: ITALY WITHDRAWS FROM CONFERENCE.	[828, 210, 991, 219]
column-1	[8, 28, 158, 1550]
oxide-ad	[163, 391, 263, 623]
arrived-head: ARRIVED.	[64, 87, 101, 96]
rabbit-text: Mr Robinson gave notice of a Committee to consider the rabbit pest. The Council rose at 4.45 p.m.	[539, 798, 707, 821]
per-cable: (PER CABLE TO PRESS ASSOCIATION.)	[1013, 155, 1090, 170]
oxide-text: Prepared by the THAMES PAINT MANUFACTURING COMPANY, THAMES, NEW ZEALAND, is the cheapest Paint for all kinds of wood-work—bridges, barns, gates, and outbuildings; for machinery, steam boilers, and every description of ironwork; for ships and boats; for agricultural implements; for branding sheep; for marking flour bags, sacks and bales; for priming all kinds of work; for jointing pipes, &c. In durability it is equal to two coats of lead paint. It preserves all metal covered by it from decay, and it is not either a poison or injurious to health. Can be had in powder or ground in oil. Shingles, verandahs, and houses painted with Oxide of Iron Paint can scarcely be set on fire.	[163, 415, 263, 595]
divider	[539, 596, 706, 599]
wheat-head: Wheat Crops.	[885, 964, 934, 973]
smith-small: Orders by post card or otherwise promptly Delivered at LOWEST RATES. Office and Yard—Great North Road.	[163, 925, 263, 955]
adams-sub: HIGH STREET, (Opposite City Hotel), CHRISTCHURCH, PRACTICAL ENGLISH WATCHMAKERS.	[167, 1264, 260, 1294]
murdoch-text: PAINTER, GLAZIER AND PAPERHANGER, Invites attention to his large stock of Paperhangings just received. Plain and Ornamental Window Glass. (Opposite Chubbs & Fleming's.)	[166, 654, 260, 707]
wilkin-item: COCKSFOOT	[274, 269, 418, 280]
gabites-footer: GABITES AND PLANTE.	[176, 244, 251, 266]
smith-ad	[163, 871, 263, 960]
timaru-head: TIMARU BILLS.	[594, 1045, 652, 1053]
burglary-head: Burglary.	[1035, 437, 1068, 446]
riccoti-text: Riccotti Garibaldi is organising an Italian legion to assist Arabi.	[827, 609, 992, 624]
job-head: SOUTH CANTERBURY TIMES, GENERAL JOB PRINTING OFFICE.	[165, 962, 261, 985]
divider	[827, 207, 991, 208]
local-sign: En. Cook, Chief Postmaster.	[63, 1027, 153, 1035]
irish-text: The Irish police are agitating for increased pay.	[1002, 292, 1102, 307]
notice-text: THE SOUTH CANTERBURY TIMES may be obtained at the Railway Station every evening at 4.15. Advertisers are requested to send in their favours by 3 p.m. to ensure insertion. THE SOUTH CANTERBURY TIMES (established Jan. 10, 1879) is the only Evening Paper in the district. The Second Edition is published at 5 p.m. The Times is delivered in town or country for ONE PENNY.	[163, 283, 263, 388]
council-title: LEGISLATIVE COUNCIL.	[555, 634, 690, 644]
later-label: LATER.	[897, 462, 922, 470]
gabites-item: LINOLEUMS	[175, 209, 251, 220]
column-8	[997, 28, 1106, 1629]
port-text: The flagstaff of Timaru is situated in 171 deg. 17min. 20sec. East longitude 44deg. 23min. South latitude.	[13, 62, 153, 84]
deferred-text: The following reports were brought up and read in the House to-day:— The Waste Lands Committee report that the case of a number of the deferred payment settlers is deserving of consideration at the hands of the Legislature, so as to enable them to fulfil their engagements, and with this view the Committee hope to submit suggestions to the report on the Government Land Bill it brought up. The Committee report on the Deferred Payment Settlers Relief Bill, that after taking evidence as to the working of the system, the Committee is of the opinion that the provisions of this Bill do not meet the requirements of the case, because—(1) The proposed mode of securing relief would be found cumbersome in practice; (2) because the mode of obtaining relief would be costly, as involving heavy law expenses to applicants; (3) because it is especially objectionable as establishing a comparatively inexperienced Court to review the decisions of a responsible department having both experience and practical training to guide it.	[1002, 1290, 1102, 1567]
leave-sub: TRAINS LEAVE TIMARU,	[42, 592, 124, 599]
oxide-head: OXIDE OF IRON PAINT,	[171, 393, 256, 415]
marshall-ad	[163, 711, 263, 871]
divider	[827, 264, 991, 265]
removal-head: NOTICE OF REMOVAL.	[177, 625, 250, 632]
bills2-head: BILLS PASSED.	[595, 934, 651, 943]
tea-text: Mr Seddon moved the second reading of the Importation, Adulteration and Examination of Tea Bill. The Hon. Major Atkinson said that this was a most important measure. It met with the entire approval of Government, and Government proposed, with the consent of the introducer to take it on as a Government measure. The motion for the second reading was carried.	[717, 501, 817, 606]
gabites-list	[163, 88, 263, 243]
bills-head: BILLS READ WITH.	[587, 657, 659, 666]
divider	[13, 499, 152, 502]
argus-label: "ARGUS" SPECIAL.	[1020, 170, 1083, 178]
naval-head: Naval Reserve.	[1024, 510, 1079, 519]
final-text: A newly-appointed official of the Supreme Court in one of the country districts of New South Wales, being ordered to adjourn the Court sine die, did so thus: "This Court stands adjourned until the first shiny day. God save the Queen."	[1002, 1569, 1102, 1629]
paper-name: South Canterbury Times.	[286, 511, 407, 539]
divider	[163, 270, 263, 271]
marshall-sign: HENDERSON, LAW & CO., Dunedin. Agents for Marshall, Sons, & Co. (Limited)	[171, 844, 263, 867]
harvest-head: English Harvest.	[1021, 181, 1082, 189]
gabites-item: UNDERCLOTHING	[175, 132, 251, 141]
wilkin-item: WHEAT	[274, 225, 418, 236]
adams-head: G. ADAMS & Co.,	[169, 1253, 258, 1264]
column-7	[822, 28, 997, 1550]
railway-title: TRAVELLER'S RAILWAY GUIDE.	[17, 506, 148, 527]
landed-ad	[274, 284, 418, 347]
hunt-text: There was a large attendance of members of the Hunt Club at the Grosvenor last evening, Mr Hamersley being in the chair. It was resolved to hold the meeting on Thursday, 14th September; nominations to close on Friday, 18th August, at 8 p.m. and acceptances on 24th August, at the same hour. The events are:—a Handicap Hunt Club Cup, three miles; Ladies' Purse, weight for age, two and a half miles; and a Consolation Handicap of a mile. Messrs Meikle and Lindsay were appointed handicappers, Mr M. Studholme judge, Mr A. St. G. Hamersley Clerk of the course, Mr Meikle starter, and Mr Milton clerk of the scales. Messrs Hamersley, Cook, Jefferson, Meikle, and Lindsay were chosen a Committee, and Mr W. S. Lindsay, Hon. Secretary and Treasurer. The rules of the Grand National Club will be adhered to.	[539, 465, 707, 592]
bundesen-sub: COAL YARD AND FIREWOOD DEPOT, CHURCH STREET.	[24, 1068, 141, 1083]
bf-title: BRITISH AND FOREIGN.	[841, 883, 978, 893]
commercial-label: Commercial.	[886, 906, 932, 915]
column-2	[158, 28, 269, 1559]
perjury-head: Committed for Perjury.	[1010, 578, 1093, 586]
davies-text: FOR Report of Committee of Experts on Sewing Machines, see handbills.	[21, 1216, 144, 1231]
third-head: THIRD READINGS.	[732, 246, 802, 254]
tele-text: The Telegraph service is at present subject to considerable delay along the Teheran route, and great irregularity exists in the time occupied in the transmission of messages there. Although despatched from London at regular intervals they now generally arrive here in batches.	[1002, 352, 1102, 434]
mail-title: MAIL NOTICES.	[39, 671, 127, 681]
wool-sign: P. LA CHEN, Manager N.Z.L. and M.A. Co. (Limited.)	[175, 1231, 263, 1246]
